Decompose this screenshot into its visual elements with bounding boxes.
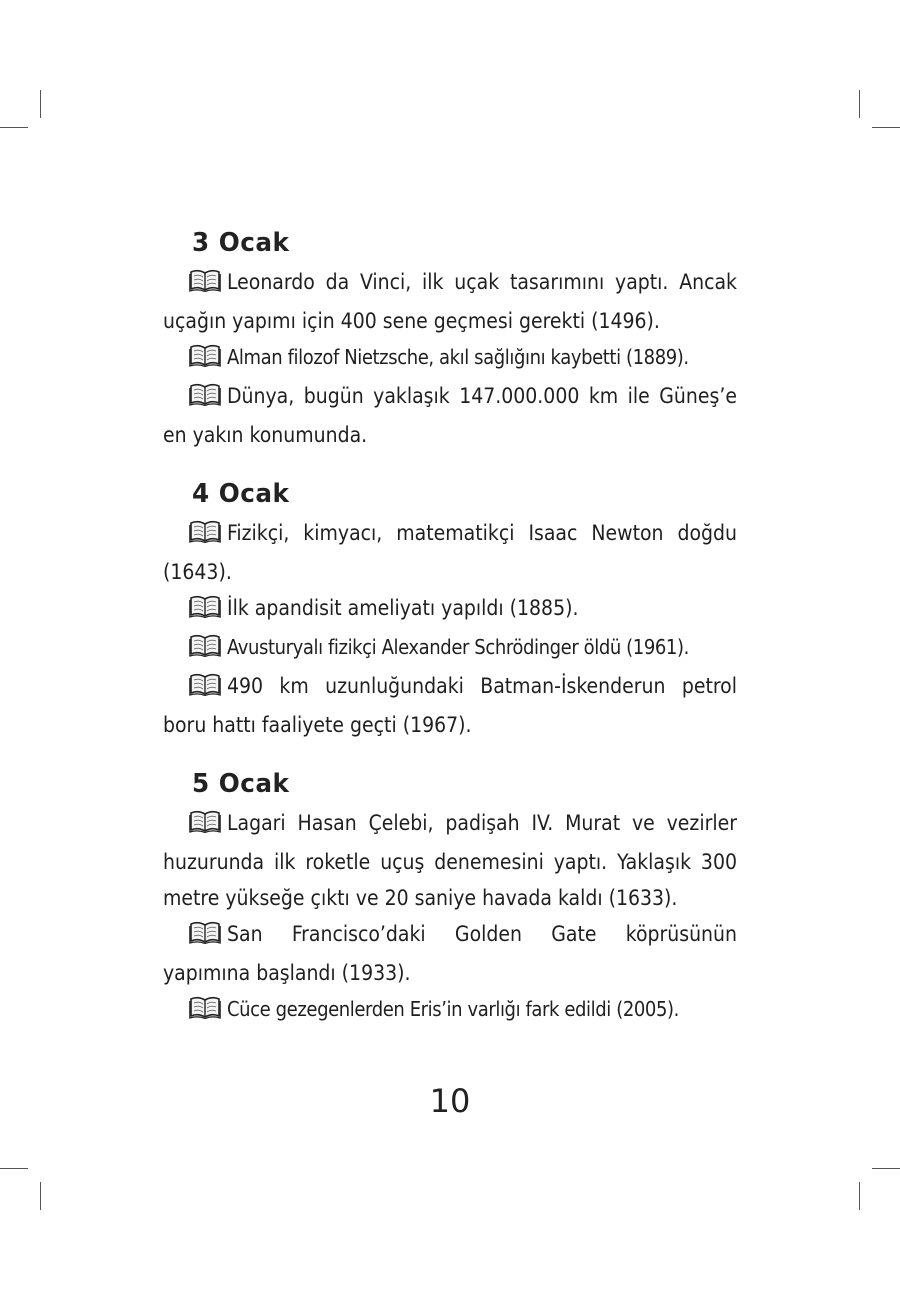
open-book-icon (189, 342, 221, 378)
open-book-icon (189, 671, 221, 707)
crop-mark (872, 1168, 900, 1169)
day-heading: 5 Ocak (192, 769, 290, 799)
entry: İlk apandisit ameliyatı yapıldı (1885). (163, 590, 737, 629)
entry: Fizikçi, kimyacı, matematikçi Isaac Newton doğdu (1643). (163, 515, 737, 590)
open-book-icon (189, 919, 221, 955)
day-heading: 4 Ocak (192, 479, 290, 509)
crop-mark (859, 90, 860, 118)
crop-mark (40, 90, 41, 118)
page-content (163, 228, 737, 1056)
entry: Lagari Hasan Çelebi, padişah IV. Murat ve vezirler huzurunda ilk roketle uçuş denemesini yaptı. Yaklaşık 300 metre yükseğe çıktı ve 20 saniye havada kaldı (1633). (163, 805, 737, 916)
day-heading: 3 Ocak (192, 228, 290, 258)
entry: San Francisco’daki Golden Gate köprüsünün yapımına başlandı (1933). (163, 916, 737, 991)
entry: Dünya, bugün yaklaşık 147.000.000 km ile Güneş’e en yakın konumunda. (163, 378, 737, 453)
open-book-icon (189, 267, 221, 303)
open-book-icon (189, 518, 221, 554)
open-book-icon (189, 381, 221, 417)
day-section-5-ocak (163, 769, 737, 1030)
crop-mark (872, 127, 900, 128)
page-number: 10 (429, 1082, 471, 1120)
entry: Alman filozof Nietzsche, akıl sağlığını kaybetti (1889). (163, 339, 737, 378)
crop-mark (0, 127, 28, 128)
day-section-4-ocak (163, 479, 737, 743)
entry: 490 km uzunluğundaki Batman-İskenderun petrol boru hattı faaliyete geçti (1967). (163, 668, 737, 743)
entry: Avusturyalı fizikçi Alexander Schrödinger öldü (1961). (163, 629, 737, 668)
crop-mark (859, 1182, 860, 1210)
open-book-icon (189, 994, 221, 1030)
open-book-icon (189, 808, 221, 844)
crop-mark (40, 1182, 41, 1210)
entry: Leonardo da Vinci, ilk uçak tasarımını yaptı. Ancak uçağın yapımı için 400 sene geçmesi gerekti (1496). (163, 264, 737, 339)
entry: Cüce gezegenlerden Eris’in varlığı fark edildi (2005). (163, 991, 737, 1030)
open-book-icon (189, 632, 221, 668)
open-book-icon (189, 593, 221, 629)
day-section-3-ocak (163, 228, 737, 453)
crop-mark (0, 1168, 28, 1169)
